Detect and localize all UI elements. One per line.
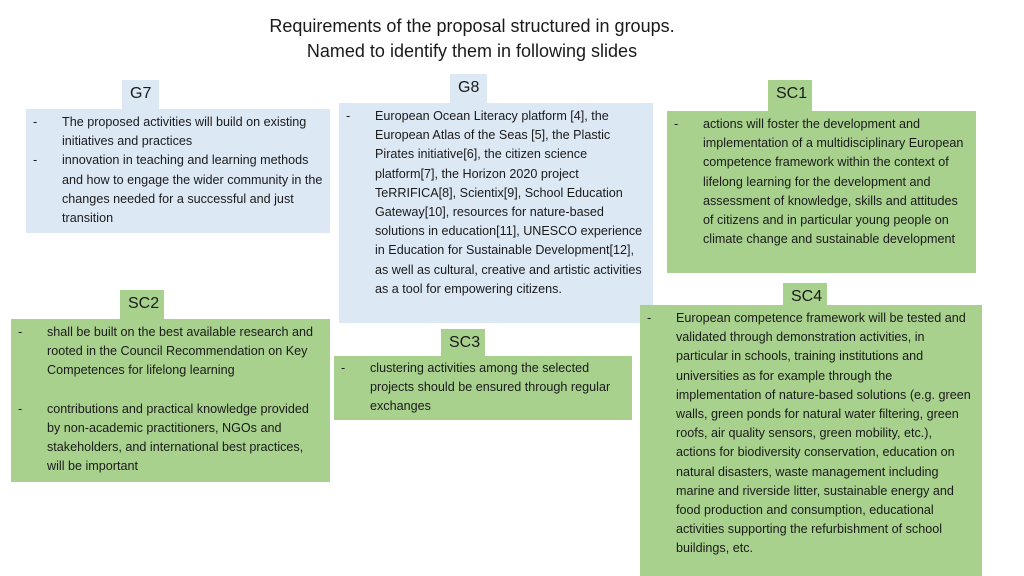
g7-label: G7 <box>122 80 159 109</box>
sc2-item: - shall be built on the best available research and rooted in the Council Recommendation on Key Competences for lifelong learning <box>11 323 324 381</box>
sc3-box <box>334 356 632 420</box>
sc3-label: SC3 <box>441 329 485 356</box>
sc1-label: SC1 <box>768 80 812 111</box>
title-line-1: Requirements of the proposal structured in groups. <box>269 16 675 36</box>
slide-title <box>0 14 944 64</box>
g8-item: - European Ocean Literacy platform [4], the European Atlas of the Seas [5], the Plastic Pirates initiative[6], the citizen science platform[7], the Horizon 2020 project TeRRIFICA[8], Scientix[9], School Education Gateway[10], resources for nature-based solutions in education[11], UNESCO experience in Education for Sustainable Development[12], as well as cultural, creative and artistic activities as a tool for empowering citizens. <box>339 107 647 299</box>
sc3-item: - clustering activities among the selected projects should be ensured through regular exchanges <box>334 359 626 417</box>
sc1-box <box>667 111 976 273</box>
g7-item: - innovation in teaching and learning methods and how to engage the wider community in the changes needed for a successful and just transition <box>26 151 330 228</box>
sc2-box <box>11 319 330 482</box>
g7-box <box>26 109 330 233</box>
g8-label: G8 <box>450 74 487 103</box>
sc1-item: - actions will foster the development and implementation of a multidisciplinary European competence framework within the context of lifelong learning for the development and assessment of knowledge, skills and attitudes of citizens and in particular young people on climate change and sustainable development <box>667 115 970 249</box>
sc4-item: - European competence framework will be tested and validated through demonstration activities, in particular in schools, training institutions and universities as for example through the implementation of nature-based solutions (e.g. green walls, green ponds for natural water filtering, green roofs, air quality sensors, green mobility, etc.), actions for biodiversity conservation, education on natural disasters, waste management including marine and riverside litter, sustainable energy and food production and consumption, educational activities supporting the refurbishment of school buildings, etc. <box>640 309 974 559</box>
sc2-label: SC2 <box>120 290 164 319</box>
sc4-label: SC4 <box>783 283 827 310</box>
sc2-item: - contributions and practical knowledge provided by non-academic practitioners, NGOs and stakeholders, and international best practices, will be important <box>11 400 324 477</box>
g8-box <box>339 103 653 323</box>
sc4-box <box>640 305 982 576</box>
g7-item: - The proposed activities will build on existing initiatives and practices <box>26 113 330 151</box>
title-line-2: Named to identify them in following slides <box>306 41 638 61</box>
